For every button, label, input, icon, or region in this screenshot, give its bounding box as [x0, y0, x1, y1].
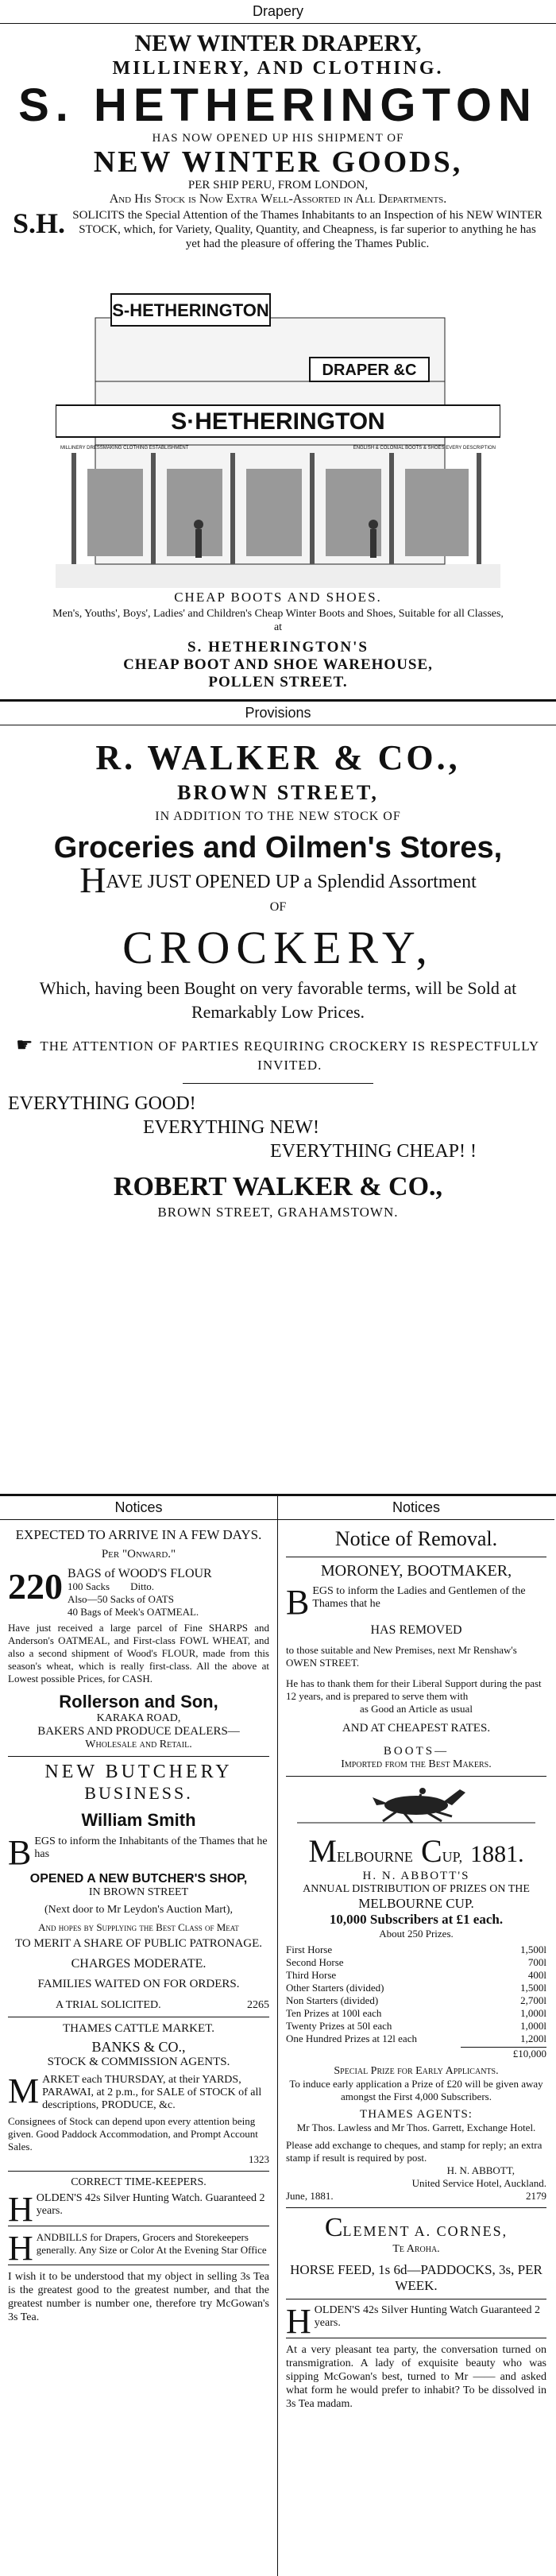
- section-header-provisions: Provisions: [0, 699, 556, 725]
- prize-row: First Horse 1,500l: [286, 1944, 546, 1955]
- cornes-initial: C: [324, 2213, 343, 2242]
- hotel: United Service Hotel, Auckland.: [411, 2177, 546, 2189]
- boots-headline: CHEAP BOOTS AND SHOES.: [174, 590, 382, 605]
- warehouse-street: POLLEN STREET.: [208, 674, 348, 690]
- provisions-section: [0, 699, 556, 1494]
- cup-initial-m: M: [308, 1833, 337, 1869]
- prize-row: Second Horse 700l: [286, 1956, 546, 1968]
- storefront-illustration: [56, 286, 500, 588]
- trial-number: 2265: [247, 1999, 269, 2011]
- provisions-name: R. WALKER & CO.,: [95, 738, 461, 777]
- opened-shop: OPENED A NEW BUTCHER'S SHOP,: [29, 1872, 248, 1886]
- prize-row: Third Horse 400l: [286, 1969, 546, 1981]
- drop-cap-h-watch-right: H: [286, 2302, 311, 2341]
- drapery-section: [0, 0, 556, 604]
- time-keepers: CORRECT TIME-KEEPERS.: [71, 2176, 207, 2188]
- prize-row: Non Starters (divided) 2,700l: [286, 1994, 546, 2006]
- racehorse-illustration: [297, 1781, 535, 1829]
- thanks: He has to thank them for their Liberal Support during the past 12 years, and is prepared to serve them with: [286, 1677, 542, 1702]
- drapery-initials: S.H.: [13, 207, 66, 239]
- warehouse-name: S. HETHERINGTON'S: [187, 639, 369, 656]
- wholesale: Wholesale and Retail.: [85, 1739, 192, 1750]
- karaka: KARAKA ROAD,: [96, 1712, 181, 1724]
- boots-label: BOOTS—: [383, 1745, 450, 1758]
- banks: BANKS & CO.,: [91, 2039, 186, 2055]
- special-prize: Special Prize for Early Applicants.: [334, 2065, 499, 2077]
- received: Have just received a large parcel of Fine SHARPS and Anderson's OATMEAL, and First-class FOWL WHEAT, and also a second shipment of Wood's FLOUR, made from this season's wheat, which is really first-class. All the above at Lowest possible Prices, for CASH.: [8, 1622, 269, 1684]
- drapery-opened: HAS NOW OPENED UP HIS SHIPMENT OF: [152, 132, 404, 145]
- holden-watch-right: OLDEN'S 42s Silver Hunting Watch Guaranteed 2 years.: [314, 2304, 540, 2329]
- june: June, 1881.: [286, 2190, 334, 2202]
- prize-row: One Hundred Prizes at 12l each 1,200l: [286, 2033, 546, 2044]
- section-header-drapery: Drapery: [0, 0, 556, 24]
- hopes: And hopes by Supplying the Best Class of Meat: [38, 1921, 239, 1933]
- provisions-new: EVERYTHING NEW!: [143, 1117, 319, 1138]
- expected: EXPECTED TO ARRIVE IN A FEW DAYS.: [15, 1527, 262, 1542]
- drop-cap-h-handbills: H: [8, 2229, 33, 2268]
- provisions-street: BROWN STREET,: [177, 781, 379, 804]
- drop-cap-m: M: [8, 2071, 40, 2110]
- provisions-good: EVERYTHING GOOD!: [8, 1093, 196, 1114]
- provisions-cheap: EVERYTHING CHEAP! !: [270, 1141, 477, 1162]
- subscribers: 10,000 Subscribers at £1 each.: [329, 1912, 504, 1927]
- drapery-footer: [0, 607, 556, 691]
- cup-initial-c: C: [420, 1833, 442, 1869]
- please: Please add exchange to cheques, and stamp for reply; an extra stamp if result is required by post.: [286, 2139, 542, 2164]
- about-prizes: About 250 Prizes.: [379, 1928, 454, 1940]
- drop-cap-h: H: [79, 860, 106, 900]
- has-removed: HAS REMOVED: [370, 1623, 462, 1637]
- sign-draper-text: DRAPER &C: [322, 362, 417, 379]
- agents-names: Mr Thos. Lawless and Mr Thos. Garrett, Exchange Hotel.: [296, 2122, 536, 2133]
- te-aroha: Te Aroha.: [392, 2243, 440, 2255]
- smith: William Smith: [81, 1810, 196, 1830]
- provisions-attention: THE ATTENTION OF PARTIES REQUIRING CROCKERY IS RESPECTFULLY INVITED.: [40, 1039, 540, 1073]
- drop-cap-h-watch: H: [8, 2190, 33, 2229]
- trial: A TRIAL SOLICITED.: [56, 1999, 161, 2011]
- cup-year: 1881.: [470, 1841, 524, 1867]
- prize-row: Twenty Prizes at 50l each 1,000l: [286, 2020, 546, 2032]
- bags-line-2: 100 Sacks Ditto.: [68, 1580, 155, 1592]
- provisions-of: OF: [269, 900, 287, 914]
- provisions-addition: IN ADDITION TO THE NEW STOCK OF: [155, 810, 401, 823]
- premises: to those suitable and New Premises, next Mr Renshaw's OWEN STREET.: [286, 1644, 517, 1669]
- abbott-signature: H. N. ABBOTT,: [446, 2164, 515, 2176]
- charges: CHARGES MODERATE.: [71, 1957, 207, 1971]
- sign-left-text: MILLINERY DRESSMAKING CLOTHING ESTABLISHMENT: [60, 446, 189, 451]
- prize-row: Other Starters (divided) 1,500l: [286, 1982, 546, 1994]
- provisions-robert: ROBERT WALKER & CO.,: [113, 1172, 443, 1201]
- moroney: MORONEY, BOOTMAKER,: [320, 1562, 512, 1580]
- drapery-merchant-name: S. HETHERINGTON: [18, 79, 538, 131]
- pointing-hand-icon: ☛: [16, 1035, 33, 1056]
- june-number: 2179: [526, 2190, 546, 2202]
- bags-number: 220: [8, 1566, 63, 1607]
- prize-total: £10,000: [461, 2047, 546, 2060]
- melbourne-cup: MELBOURNE CUP.: [358, 1896, 474, 1911]
- consignees: Consignees of Stock can depend upon every attention being given. Good Paddock Accommodation, and Prompt Account Sales.: [8, 2115, 258, 2152]
- cornes: LEMENT A. CORNES,: [342, 2223, 508, 2239]
- holden-watch-left: OLDEN'S 42s Silver Hunting Watch. Guaranteed 2 years.: [36, 2192, 265, 2217]
- boots-description: Men's, Youths', Boys', Ladies' and Children's Cheap Winter Boots and Shoes, Suitable for all Classes, at: [52, 608, 504, 633]
- warehouse-title: CHEAP BOOT AND SHOE WAREHOUSE,: [123, 656, 433, 673]
- annual: ANNUAL DISTRIBUTION OF PRIZES ON THE: [303, 1883, 530, 1895]
- rollerson: Rollerson and Son,: [59, 1692, 218, 1712]
- drop-cap-b-moroney: B: [286, 1583, 310, 1622]
- provisions-have: AVE JUST OPENED UP a Splendid Assortment: [106, 872, 477, 892]
- tea-wish: I wish it to be understood that my object in selling 3s Tea is the greatest good to the greatest number, and that the greatest number is number one, therefore try McGowan's 3s Tea.: [8, 2271, 269, 2323]
- cattle-market: THAMES CATTLE MARKET.: [63, 2022, 214, 2035]
- prize-table: [286, 1944, 546, 2045]
- sign-main-text: S·HETHERINGTON: [171, 408, 385, 435]
- drapery-ship: PER SHIP PERU, FROM LONDON,: [187, 179, 369, 191]
- bags-line-1: BAGS of WOOD'S FLOUR: [68, 1567, 212, 1580]
- abbott: H. N. ABBOTT'S: [362, 1870, 470, 1882]
- per-onward: Per "Onward.": [101, 1548, 176, 1561]
- prize-row: Ten Prizes at 100l each 1,000l: [286, 2007, 546, 2019]
- moroney-begs: EGS to inform the Ladies and Gentlemen of the Thames that he: [312, 1585, 526, 1610]
- provisions-groceries: Groceries and Oilmen's Stores,: [53, 831, 503, 864]
- thames-agents: THAMES AGENTS:: [360, 2108, 473, 2121]
- bakers: BAKERS AND PRODUCE DEALERS—: [37, 1725, 240, 1738]
- drapery-solicits: SOLICITS the Special Attention of the Thames Inhabitants to an Inspection of his NEW WINTER STOCK, which, for Variety, Quality, Quantity, and Cheapness, is far superior to anything he has yet had the pleasure of offering the Thames Public.: [72, 209, 542, 250]
- provisions-bought: Which, having been Bought on very favorable terms, will be Sold at Remarkably Low Prices.: [39, 978, 517, 1022]
- drapery-subline: MILLINERY, AND CLOTHING.: [112, 58, 444, 79]
- removal: Notice of Removal.: [334, 1527, 498, 1550]
- induce: To induce early application a Prize of £20 will be given away amongst the First 4,000 Subscribers.: [289, 2078, 543, 2102]
- merit: TO MERIT A SHARE OF PUBLIC PATRONAGE.: [14, 1937, 263, 1950]
- next-door: (Next door to Mr Leydon's Auction Mart),: [44, 1904, 233, 1916]
- horse-feed: HORSE FEED, 1s 6d—PADDOCKS, 3s, PER WEEK.: [290, 2262, 542, 2293]
- handbills: ANDBILLS for Drapers, Grocers and Storekeepers generally. Any Size or Color At the Evening Star Office: [36, 2231, 267, 2256]
- cheapest-rates: AND AT CHEAPEST RATES.: [342, 1722, 491, 1735]
- sign-top-text: S-HETHERINGTON: [112, 300, 269, 320]
- brown-street: IN BROWN STREET: [88, 1886, 189, 1898]
- cattle-number: 1323: [249, 2153, 269, 2165]
- butcher-begs: EGS to inform the Inhabitants of the Thames that he has: [34, 1835, 268, 1860]
- stock-agents: STOCK & COMMISSION AGENTS.: [47, 2056, 230, 2068]
- notices-right-column: [277, 1496, 554, 2576]
- good-article: as Good an Article as usual: [360, 1703, 473, 1715]
- cup-elbourne: ELBOURNE: [336, 1849, 413, 1865]
- market: ARKET each THURSDAY, at their YARDS, PARAWAI, at 2 p.m., for SALE of STOCK of all descriptions, PRODUCE, &c.: [42, 2074, 262, 2111]
- notices-section: [0, 1494, 556, 2576]
- section-header-notices-right: Notices: [278, 1496, 554, 1520]
- cup-word: UP,: [442, 1849, 463, 1865]
- provisions-crockery: CROCKERY,: [122, 922, 434, 973]
- imported: Imported from the Best Makers.: [341, 1758, 492, 1770]
- drapery-stock: And His Stock is Now Extra Well-Assorted in All Departments.: [109, 192, 447, 206]
- provisions-have-line: [0, 860, 556, 900]
- cup-heading: [286, 1832, 546, 1870]
- butchery: NEW BUTCHERY: [44, 1762, 233, 1782]
- drop-cap-b: B: [8, 1833, 32, 1872]
- provisions-address: BROWN STREET, GRAHAMSTOWN.: [157, 1205, 399, 1220]
- tea-party: At a very pleasant tea party, the conversation turned on transmigration. A lady of exquisite beauty who was sipping McGowan's best, turned to Mr —— and asked what form he would prefer to inhabit? To be dissolved in 3s Tea madam.: [286, 2344, 546, 2410]
- drapery-headline: NEW WINTER DRAPERY,: [134, 30, 422, 56]
- drapery-goods: NEW WINTER GOODS,: [93, 145, 463, 179]
- sign-right-text: ENGLISH & COLONIAL BOOTS & SHOES EVERY DESCRIPTION: [353, 446, 496, 451]
- notices-left-column: [0, 1496, 277, 2576]
- bags-line-3: Also—50 Sacks of OATS: [68, 1593, 174, 1605]
- families: FAMILIES WAITED ON FOR ORDERS.: [37, 1978, 240, 1990]
- bags-line-4: 40 Bags of Meek's OATMEAL.: [68, 1606, 199, 1618]
- business: BUSINESS.: [84, 1783, 193, 1803]
- section-header-notices-left: Notices: [0, 1496, 277, 1520]
